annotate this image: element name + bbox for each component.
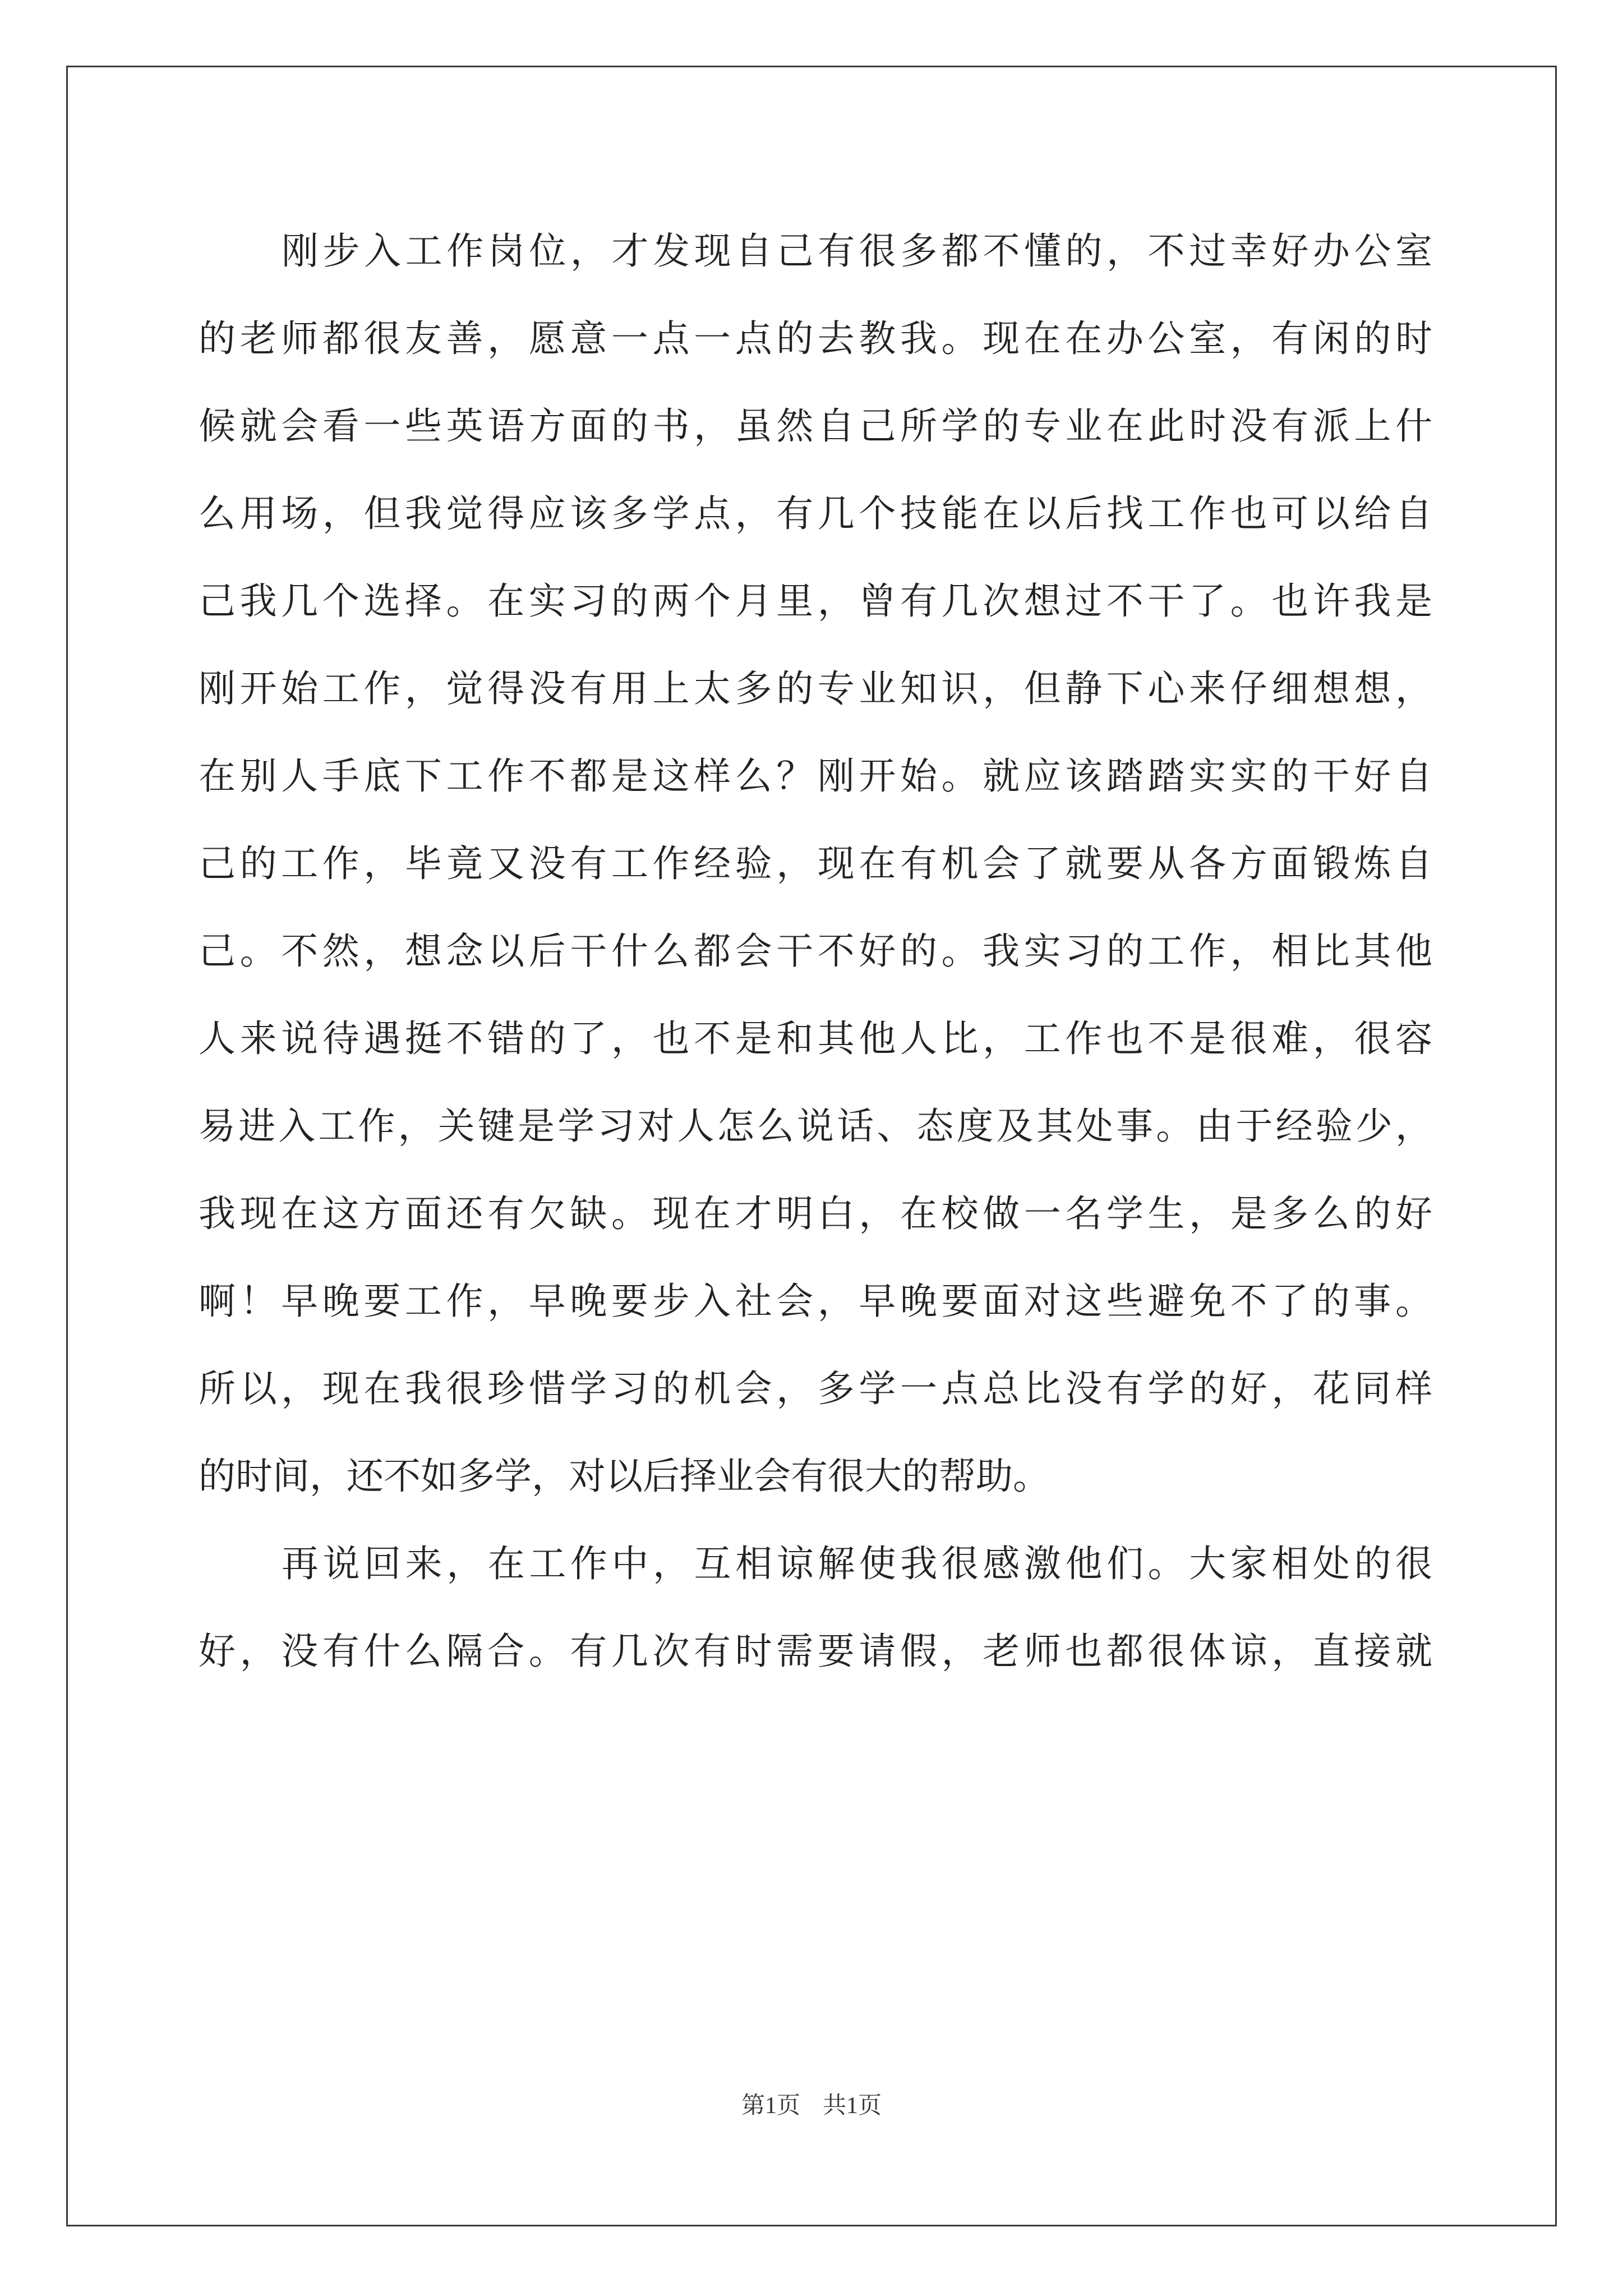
paragraph-line: 好，没有什么隔合。有几次有时需要请假，老师也都很体谅，直接就 (199, 1630, 1432, 1673)
paragraph-line: 的时间，还不如多学，对以后择业会有很大的帮助。 (199, 1455, 1050, 1498)
document-body (199, 208, 1432, 1695)
page-footer (0, 2087, 1623, 2120)
paragraph-line: 易进入工作，关键是学习对人怎么说话、态度及其处事。由于经验少， (199, 1105, 1432, 1148)
paragraph-1 (199, 208, 1432, 1520)
paragraph-line: 刚步入工作岗位，才发现自己有很多都不懂的，不过幸好办公室 (282, 229, 1432, 273)
paragraph-line: 己。不然，想念以后干什么都会干不好的。我实习的工作，相比其他 (199, 930, 1432, 973)
paragraph-line: 在别人手底下工作不都是这样么？刚开始。就应该踏踏实实的干好自 (199, 754, 1432, 798)
paragraph-line: 我现在这方面还有欠缺。现在才明白，在校做一名学生，是多么的好 (199, 1192, 1432, 1235)
paragraph-line: 人来说待遇挺不错的了，也不是和其他人比，工作也不是很难，很容 (199, 1017, 1432, 1060)
paragraph-line: 候就会看一些英语方面的书，虽然自己所学的专业在此时没有派上什 (199, 404, 1432, 448)
paragraph-2 (199, 1520, 1432, 1695)
page-total: 共1页 (823, 2093, 882, 2119)
paragraph-line: 刚开始工作，觉得没有用上太多的专业知识，但静下心来仔细想想， (199, 667, 1432, 710)
paragraph-line: 的老师都很友善，愿意一点一点的去教我。现在在办公室，有闲的时 (199, 317, 1432, 360)
paragraph-line: 再说回来，在工作中，互相谅解使我很感激他们。大家相处的很 (282, 1542, 1432, 1585)
paragraph-line: 啊！早晚要工作，早晚要步入社会，早晚要面对这些避免不了的事。 (199, 1280, 1432, 1323)
paragraph-line: 己的工作，毕竟又没有工作经验，现在有机会了就要从各方面锻炼自 (199, 842, 1432, 885)
paragraph-line: 么用场，但我觉得应该多学点，有几个技能在以后找工作也可以给自 (199, 492, 1432, 535)
paragraph-line: 所以，现在我很珍惜学习的机会，多学一点总比没有学的好，花同样 (199, 1367, 1432, 1410)
page-number: 第1页 (741, 2093, 800, 2119)
paragraph-line: 己我几个选择。在实习的两个月里，曾有几次想过不干了。也许我是 (199, 579, 1432, 623)
